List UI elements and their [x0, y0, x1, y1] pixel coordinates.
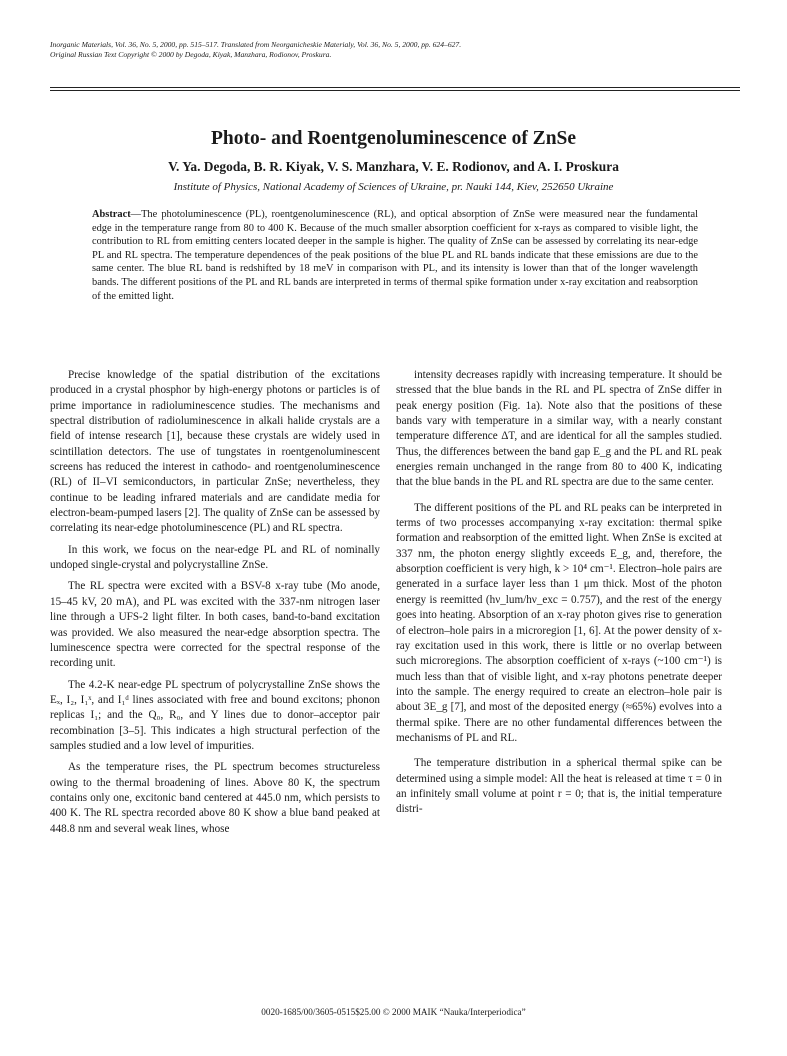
affiliation: Institute of Physics, National Academy of Sciences of Ukraine, pr. Nauki 144, Kiev, 252650 Ukraine [173, 181, 614, 193]
body-paragraph: The different positions of the PL and RL peaks can be interpreted in terms of two processes accompanying x-ray excitation: thermal spike formation and reabsorption of the emitted light. When ZnSe is excited at 337 nm, the photon energy slightly exceeds E_g, and, therefore, the absorption coefficient is very high, k > 10⁴ cm⁻¹. Electron–hole pairs are generated in a surface layer less than 1 μm thick. Most of the photon energy is reemitted (hν_lum/hν_exc = 0.757), and the rest of the energy goes into heating. Absorption of an x-ray photon gives rise to generation of electron–hole pairs in a microregion [1, 6]. At the power density of x-ray excitation used in this work, there is little or no overlap between such microregions. The absorption coefficient of x-rays (~100 cm⁻¹) is much less than that of visible light, and x-ray photons penetrate deeper into the sample. The energy required to create an electron–hole pair is about 3E_g [7], and most of the deposited energy (≈65%) evolves into a thermal spike. There are no other fundamental differences between the mechanisms of PL and RL. [396, 501, 722, 744]
abstract-label: Abstract [92, 209, 131, 220]
body-paragraph: As the temperature rises, the PL spectrum becomes structureless owing to the thermal broadening of lines. Above 80 K, the spectrum contains only one, excitonic band centered at 445.0 nm, which persists to 400 K. The RL spectra recorded above 80 K show a blue band peaked at 448.8 nm and several weak lines, whose [50, 761, 380, 835]
header-rule [50, 90, 740, 91]
body-paragraph: The 4.2-K near-edge PL spectrum of polycrystalline ZnSe shows the Eₓ, I₂, I₁ˣ, and I₁ᵈ lines associated with free and bound excitons; phonon replicas I₁; and the Q₀, R₀, and Y lines due to donor–acceptor pair recombination [3–5]. This indicates a high structural perfection of the samples studied and a low level of impurities. [50, 678, 380, 752]
header-citation: Inorganic Materials, Vol. 36, No. 5, 2000, pp. 515–517. Translated from Neorganicheskie Materialy, Vol. 36, No. 5, 2000, pp. 624–627. [50, 40, 462, 49]
left-column [50, 368, 380, 843]
header-rule [50, 87, 740, 88]
header-copyright: Original Russian Text Copyright © 2000 by Degoda, Kiyak, Manzhara, Rodionov, Proskura. [50, 50, 332, 59]
author-list: V. Ya. Degoda, B. R. Kiyak, V. S. Manzhara, V. E. Rodionov, and A. I. Proskura [168, 159, 619, 174]
body-paragraph: The temperature distribution in a spherical thermal spike can be determined using a simple model: All the heat is released at time τ = 0 in an infinitely small volume at point r = 0; that is, the initial temperature distri- [396, 757, 722, 816]
body-paragraph: intensity decreases rapidly with increasing temperature. It should be stressed that the blue bands in the RL and PL spectra of ZnSe differ in peak energy position (Fig. 1a). Note also that the positions of these bands vary with temperature in a similar way, with a nearly constant temperature difference ΔT, and are identical for all the samples studied. Thus, the differences between the band gap E_g and the PL and RL peak energies remain unchanged in the range from 80 to 400 K, indicating that the blue bands in the PL and RL spectra are due to the same center. [396, 369, 722, 489]
page-footer: 0020-1685/00/3605-0515$25.00 © 2000 MAIK “Nauka/Interperiodica” [261, 1007, 526, 1017]
right-column [396, 368, 722, 824]
body-paragraph: The RL spectra were excited with a BSV-8 x-ray tube (Mo anode, 15–45 kV, 20 mA), and PL was excited with the 337-nm nitrogen laser line through a UFS-2 light filter. In both cases, band-to-band excitation was provided. We also measured the near-edge absorption spectra. The luminescence spectra were corrected for the spectral response of the recording unit. [50, 580, 380, 670]
abstract-text: —The photoluminescence (PL), roentgenoluminescence (RL), and optical absorption of ZnSe were measured near the fundamental edge in the temperature range from 80 to 400 K. Because of the much smaller absorption coefficient for x-rays as compared to visible light, the contribution to RL from emitting centers located deeper in the sample is higher. The quality of ZnSe can be assessed by correlating its near-edge PL and RL spectra. The temperature dependences of the peak positions of the blue PL and RL bands indicate that these emissions are due to the same center. The blue RL band is redshifted by 18 meV in comparison with PL, and its intensity is lower than that of the longer wavelength bands. The different positions of the PL and RL bands are interpreted in terms of thermal spike formation under x-ray excitation and reabsorption of the emitted light. [92, 209, 698, 302]
paper-title: Photo- and Roentgenoluminescence of ZnSe [210, 128, 577, 149]
body-paragraph: In this work, we focus on the near-edge PL and RL of nominally undoped single-crystal and polycrystalline ZnSe. [50, 543, 380, 572]
journal-header [50, 40, 740, 60]
abstract [92, 208, 698, 303]
body-paragraph: Precise knowledge of the spatial distribution of the excitations produced in a crystal phosphor by high-energy photons or particles is of prime importance in radioluminescence studies. The mechanisms and spectral distribution of radioluminescence in alkali halide crystals are a field of intense research [1], because these crystals are widely used in scintillation detectors. The use of tungstates in roentgenoluminescent screens has reduced the interest in cathodo- and roentgenoluminescence (RL) of II–VI semiconductors, in particular ZnSe; nevertheless, they continue to be leading infrared materials and are candidate media for electron-beam-pumped lasers [2]. The quality of ZnSe can be assessed by correlating its near-edge photoluminescence (PL) and RL spectra. [50, 369, 380, 535]
